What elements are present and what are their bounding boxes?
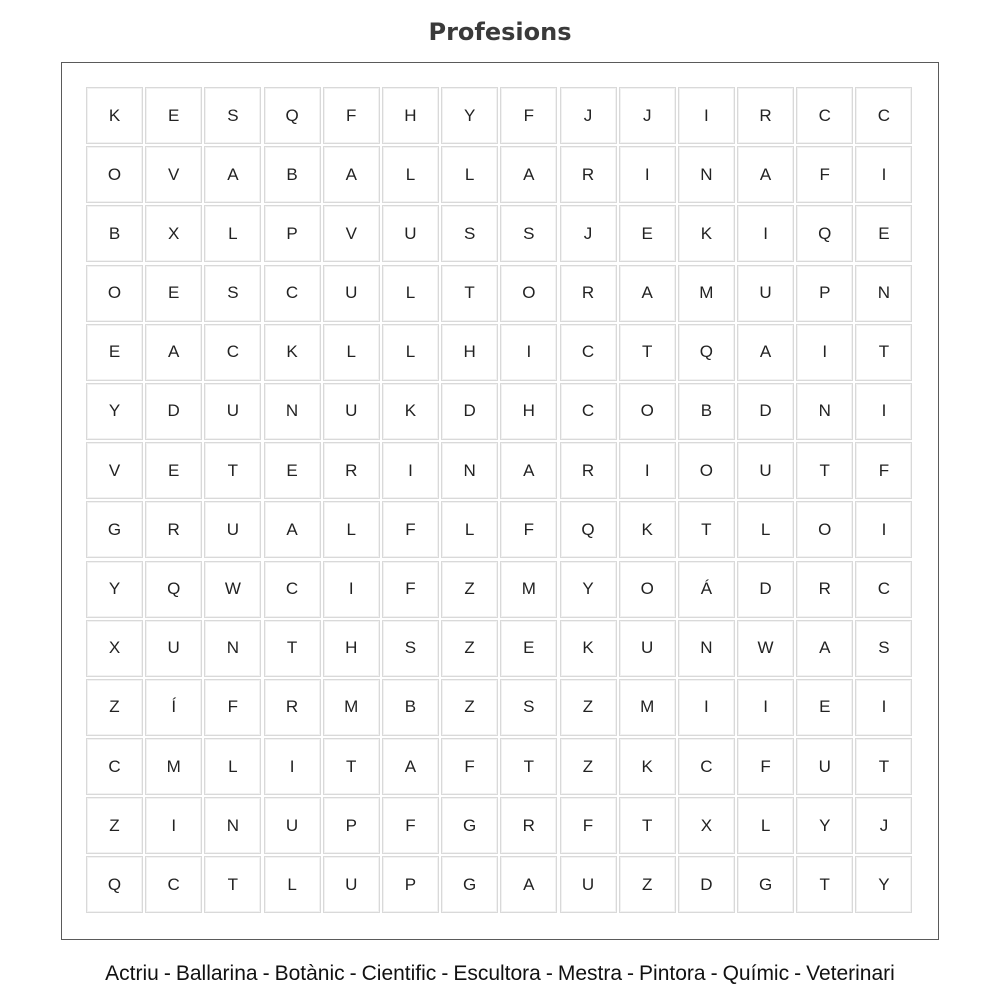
grid-cell[interactable]: Q <box>86 856 143 913</box>
grid-cell[interactable]: R <box>737 87 794 144</box>
grid-cell[interactable]: F <box>500 501 557 558</box>
grid-cell[interactable]: P <box>323 797 380 854</box>
grid-cell[interactable]: R <box>796 561 853 618</box>
grid-cell[interactable]: R <box>323 442 380 499</box>
grid-cell[interactable]: U <box>737 265 794 322</box>
word-list-item: Cientific <box>361 962 437 985</box>
grid-cell[interactable]: J <box>560 87 617 144</box>
grid-cell[interactable]: F <box>500 87 557 144</box>
grid-cell[interactable]: A <box>796 620 853 677</box>
grid-cell[interactable]: A <box>204 146 261 203</box>
grid-cell[interactable]: N <box>204 797 261 854</box>
grid-cell[interactable]: B <box>678 383 735 440</box>
grid-cell[interactable]: X <box>678 797 735 854</box>
grid-cell[interactable]: S <box>500 205 557 262</box>
grid-cell[interactable]: Q <box>264 87 321 144</box>
grid-cell[interactable]: D <box>678 856 735 913</box>
grid-cell[interactable]: E <box>619 205 676 262</box>
grid-cell[interactable]: Q <box>560 501 617 558</box>
grid-cell[interactable]: S <box>204 265 261 322</box>
grid-cell[interactable]: R <box>145 501 202 558</box>
grid-cell[interactable]: C <box>560 383 617 440</box>
grid-cell[interactable]: I <box>855 501 912 558</box>
grid-cell[interactable]: A <box>500 856 557 913</box>
grid-cell[interactable]: I <box>855 383 912 440</box>
grid-cell[interactable]: D <box>737 383 794 440</box>
grid-cell[interactable]: U <box>323 265 380 322</box>
grid-cell[interactable]: L <box>204 738 261 795</box>
grid-cell[interactable]: J <box>560 205 617 262</box>
grid-cell[interactable]: F <box>560 797 617 854</box>
grid-cell[interactable]: A <box>500 442 557 499</box>
grid-cell[interactable]: L <box>204 205 261 262</box>
grid-cell[interactable]: F <box>855 442 912 499</box>
grid-cell[interactable]: Y <box>560 561 617 618</box>
grid-cell[interactable]: G <box>86 501 143 558</box>
grid-cell[interactable]: B <box>264 146 321 203</box>
grid-cell[interactable]: R <box>500 797 557 854</box>
grid-cell[interactable]: K <box>560 620 617 677</box>
word-list <box>0 956 1000 992</box>
grid-cell[interactable]: N <box>855 265 912 322</box>
grid-cell[interactable]: U <box>204 501 261 558</box>
grid-cell[interactable]: E <box>145 442 202 499</box>
grid-cell[interactable]: J <box>855 797 912 854</box>
grid-cell[interactable]: F <box>382 797 439 854</box>
grid-cell[interactable]: L <box>441 146 498 203</box>
grid-cell[interactable]: S <box>441 205 498 262</box>
grid-cell[interactable]: O <box>500 265 557 322</box>
word-list-item: Botànic <box>274 962 345 985</box>
grid-cell[interactable]: Y <box>796 797 853 854</box>
grid-cell[interactable]: C <box>264 561 321 618</box>
grid-cell[interactable]: T <box>796 856 853 913</box>
grid-cell[interactable]: I <box>678 679 735 736</box>
grid-cell[interactable]: G <box>441 797 498 854</box>
grid-cell[interactable]: W <box>737 620 794 677</box>
grid-cell[interactable]: V <box>145 146 202 203</box>
grid-cell[interactable]: F <box>737 738 794 795</box>
grid-cell[interactable]: I <box>323 561 380 618</box>
grid-cell[interactable]: Y <box>86 561 143 618</box>
grid-cell[interactable]: Y <box>855 856 912 913</box>
grid-cell[interactable]: H <box>441 324 498 381</box>
grid-cell[interactable]: N <box>678 146 735 203</box>
grid-cell[interactable]: S <box>855 620 912 677</box>
grid-cell[interactable]: U <box>560 856 617 913</box>
grid-cell[interactable]: A <box>382 738 439 795</box>
grid-cell[interactable]: U <box>323 856 380 913</box>
grid-cell[interactable]: C <box>796 87 853 144</box>
grid-cell[interactable]: E <box>500 620 557 677</box>
grid-cell[interactable]: S <box>500 679 557 736</box>
grid-cell[interactable]: Z <box>441 620 498 677</box>
grid-cell[interactable]: B <box>86 205 143 262</box>
grid-cell[interactable]: T <box>204 856 261 913</box>
word-list-item: Escultora <box>453 962 541 985</box>
grid-cell[interactable]: C <box>560 324 617 381</box>
grid-cell[interactable]: T <box>855 738 912 795</box>
grid-cell[interactable]: G <box>441 856 498 913</box>
grid-cell[interactable]: Q <box>678 324 735 381</box>
grid-cell[interactable]: Z <box>560 679 617 736</box>
word-separator: - <box>710 962 718 985</box>
grid-cell[interactable]: K <box>264 324 321 381</box>
grid-cell[interactable]: I <box>619 442 676 499</box>
grid-cell[interactable]: O <box>796 501 853 558</box>
grid-cell[interactable]: I <box>382 442 439 499</box>
grid-cell[interactable]: H <box>500 383 557 440</box>
grid-cell[interactable]: I <box>145 797 202 854</box>
grid-cell[interactable]: A <box>619 265 676 322</box>
grid-cell[interactable]: P <box>264 205 321 262</box>
grid-cell[interactable]: D <box>737 561 794 618</box>
word-list-item: Pintora <box>639 962 706 985</box>
grid-cell[interactable]: V <box>323 205 380 262</box>
grid-cell[interactable]: S <box>204 87 261 144</box>
puzzle-title: Profesions <box>428 18 572 46</box>
letter-grid <box>86 87 917 918</box>
grid-cell[interactable]: L <box>382 146 439 203</box>
grid-cell[interactable]: X <box>145 205 202 262</box>
grid-cell[interactable]: N <box>678 620 735 677</box>
grid-cell[interactable]: T <box>204 442 261 499</box>
grid-cell[interactable]: S <box>382 620 439 677</box>
grid-cell[interactable]: I <box>737 679 794 736</box>
grid-cell[interactable]: D <box>441 383 498 440</box>
grid-cell[interactable]: Q <box>145 561 202 618</box>
grid-cell[interactable]: I <box>796 324 853 381</box>
grid-cell[interactable]: N <box>204 620 261 677</box>
word-separator: - <box>545 962 553 985</box>
word-separator: - <box>163 962 171 985</box>
grid-cell[interactable]: T <box>678 501 735 558</box>
grid-cell[interactable]: U <box>204 383 261 440</box>
grid-cell[interactable]: C <box>855 561 912 618</box>
grid-cell[interactable]: L <box>382 265 439 322</box>
grid-cell[interactable]: A <box>737 146 794 203</box>
word-separator: - <box>627 962 635 985</box>
grid-cell[interactable]: F <box>796 146 853 203</box>
grid-cell[interactable]: J <box>619 87 676 144</box>
grid-cell[interactable]: I <box>500 324 557 381</box>
grid-cell[interactable]: O <box>678 442 735 499</box>
grid-cell[interactable]: C <box>264 265 321 322</box>
grid-cell[interactable]: R <box>560 265 617 322</box>
grid-cell[interactable]: C <box>86 738 143 795</box>
grid-cell[interactable]: R <box>264 679 321 736</box>
grid-cell[interactable]: F <box>204 679 261 736</box>
grid-cell[interactable]: K <box>86 87 143 144</box>
grid-cell[interactable]: A <box>500 146 557 203</box>
grid-cell[interactable]: X <box>86 620 143 677</box>
grid-cell[interactable]: I <box>737 205 794 262</box>
grid-cell[interactable]: F <box>441 738 498 795</box>
grid-cell[interactable]: T <box>441 265 498 322</box>
word-separator: - <box>349 962 357 985</box>
grid-cell[interactable]: C <box>204 324 261 381</box>
grid-cell[interactable]: E <box>86 324 143 381</box>
word-separator: - <box>794 962 802 985</box>
grid-cell[interactable]: N <box>441 442 498 499</box>
grid-cell[interactable]: F <box>323 87 380 144</box>
grid-cell[interactable]: F <box>382 501 439 558</box>
grid-cell[interactable]: T <box>264 620 321 677</box>
grid-cell[interactable]: Í <box>145 679 202 736</box>
grid-cell[interactable]: Z <box>560 738 617 795</box>
word-list-item: Mestra <box>557 962 623 985</box>
grid-cell[interactable]: C <box>855 87 912 144</box>
grid-cell[interactable]: C <box>145 856 202 913</box>
grid-cell[interactable]: Y <box>86 383 143 440</box>
grid-cell[interactable]: L <box>441 501 498 558</box>
grid-cell[interactable]: I <box>855 679 912 736</box>
grid-cell[interactable]: E <box>145 87 202 144</box>
grid-cell[interactable]: R <box>560 146 617 203</box>
grid-cell[interactable]: N <box>264 383 321 440</box>
grid-cell[interactable]: A <box>264 501 321 558</box>
grid-cell[interactable]: W <box>204 561 261 618</box>
grid-cell[interactable]: P <box>796 265 853 322</box>
grid-cell[interactable]: U <box>264 797 321 854</box>
word-separator: - <box>441 962 449 985</box>
grid-cell[interactable]: K <box>382 383 439 440</box>
grid-cell[interactable]: Z <box>619 856 676 913</box>
grid-cell[interactable]: O <box>619 383 676 440</box>
grid-cell[interactable]: I <box>855 146 912 203</box>
word-separator: - <box>262 962 270 985</box>
grid-cell[interactable]: C <box>678 738 735 795</box>
grid-cell[interactable]: P <box>382 856 439 913</box>
grid-cell[interactable]: O <box>86 146 143 203</box>
grid-cell[interactable]: Z <box>441 679 498 736</box>
grid-cell[interactable]: U <box>323 383 380 440</box>
word-list-item: Actriu <box>105 962 159 985</box>
grid-cell[interactable]: T <box>323 738 380 795</box>
grid-cell[interactable]: H <box>323 620 380 677</box>
grid-cell[interactable]: K <box>678 205 735 262</box>
grid-cell[interactable]: U <box>796 738 853 795</box>
grid-cell[interactable]: K <box>619 738 676 795</box>
grid-cell[interactable]: U <box>619 620 676 677</box>
grid-cell[interactable]: K <box>619 501 676 558</box>
grid-cell[interactable]: Á <box>678 561 735 618</box>
grid-cell[interactable]: E <box>264 442 321 499</box>
grid-cell[interactable]: Q <box>796 205 853 262</box>
grid-cell[interactable]: R <box>560 442 617 499</box>
grid-cell[interactable]: A <box>145 324 202 381</box>
grid-cell[interactable]: T <box>619 797 676 854</box>
grid-cell[interactable]: H <box>382 87 439 144</box>
grid-cell[interactable]: M <box>323 679 380 736</box>
grid-cell[interactable]: V <box>86 442 143 499</box>
grid-cell[interactable]: Z <box>86 679 143 736</box>
grid-cell[interactable]: I <box>619 146 676 203</box>
grid-cell[interactable]: I <box>264 738 321 795</box>
grid-cell[interactable]: A <box>323 146 380 203</box>
word-list-item: Ballarina <box>175 962 258 985</box>
word-list-item: Veterinari <box>806 962 895 985</box>
grid-cell[interactable]: L <box>323 501 380 558</box>
grid-cell[interactable]: Z <box>441 561 498 618</box>
grid-cell[interactable]: U <box>382 205 439 262</box>
grid-cell[interactable]: O <box>86 265 143 322</box>
grid-cell[interactable]: A <box>737 324 794 381</box>
grid-cell[interactable]: L <box>737 501 794 558</box>
grid-cell[interactable]: L <box>323 324 380 381</box>
grid-cell[interactable]: M <box>500 561 557 618</box>
grid-cell[interactable]: U <box>145 620 202 677</box>
grid-cell[interactable]: T <box>500 738 557 795</box>
grid-cell[interactable]: M <box>619 679 676 736</box>
grid-cell[interactable]: Z <box>86 797 143 854</box>
grid-cell[interactable]: G <box>737 856 794 913</box>
grid-cell[interactable]: E <box>145 265 202 322</box>
grid-cell[interactable]: O <box>619 561 676 618</box>
grid-cell[interactable]: D <box>145 383 202 440</box>
grid-cell[interactable]: U <box>737 442 794 499</box>
grid-cell[interactable]: T <box>619 324 676 381</box>
grid-cell[interactable]: E <box>855 205 912 262</box>
grid-cell[interactable]: M <box>145 738 202 795</box>
grid-cell[interactable]: I <box>678 87 735 144</box>
grid-cell[interactable]: Y <box>441 87 498 144</box>
grid-cell[interactable]: E <box>796 679 853 736</box>
word-list-item: Químic <box>722 962 790 985</box>
grid-cell[interactable]: F <box>382 561 439 618</box>
grid-cell[interactable]: M <box>678 265 735 322</box>
grid-cell[interactable]: B <box>382 679 439 736</box>
grid-cell[interactable]: N <box>796 383 853 440</box>
grid-cell[interactable]: L <box>737 797 794 854</box>
grid-cell[interactable]: L <box>264 856 321 913</box>
grid-cell[interactable]: T <box>796 442 853 499</box>
grid-cell[interactable]: T <box>855 324 912 381</box>
grid-cell[interactable]: L <box>382 324 439 381</box>
